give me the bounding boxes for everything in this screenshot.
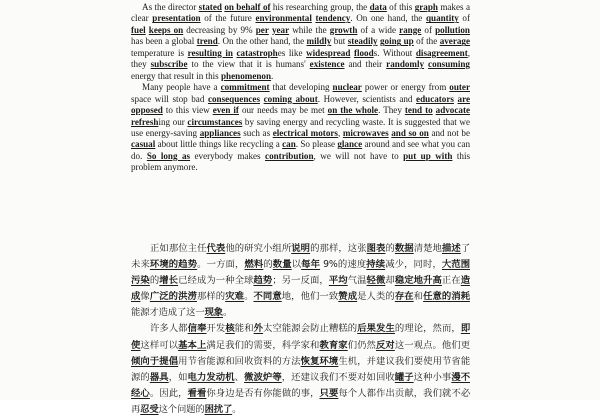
highlighted-term: 漫不经心: [131, 371, 470, 399]
highlighted-term: 反对: [375, 339, 395, 351]
highlighted-term: per: [255, 24, 269, 35]
highlighted-term: 大范围污染: [131, 259, 470, 287]
text-span: 的: [385, 243, 395, 254]
text-span: 的: [263, 259, 273, 271]
text-span: 却: [385, 275, 395, 287]
text-span: and their: [344, 59, 387, 70]
highlighted-term: 环境的趋势: [149, 259, 198, 271]
highlighted-term: 只要: [319, 387, 339, 399]
highlighted-term: 信奉: [187, 323, 207, 335]
highlighted-term: catastroph: [236, 47, 278, 58]
highlighted-term: subscribe: [150, 59, 188, 70]
text-span: 地，他们一致: [281, 291, 339, 303]
highlighted-term: steadily: [347, 36, 378, 47]
highlighted-term: glance: [337, 139, 363, 150]
text-span: , we will not have to: [313, 150, 404, 161]
english-paragraph-2: [131, 82, 470, 174]
highlighted-term: and so on: [391, 127, 429, 138]
highlighted-term: on behalf of: [224, 2, 271, 12]
text-span: everybody makes: [190, 150, 266, 161]
highlighted-term: range: [399, 24, 422, 35]
chinese-paragraph-1: [131, 241, 470, 321]
text-span: of a wide: [357, 24, 400, 35]
highlighted-term: 不同意: [253, 291, 282, 303]
highlighted-term: are opposed: [131, 93, 470, 116]
text-span: of the: [413, 36, 440, 47]
text-span: 这一观点。他们更: [394, 339, 470, 351]
highlighted-term: 存在: [394, 291, 414, 303]
highlighted-term: average: [439, 36, 470, 47]
highlighted-term: keeps on: [148, 24, 184, 35]
highlighted-term: 忍受: [140, 403, 159, 415]
highlighted-term: advocate: [435, 105, 471, 116]
text-span: 用节省能源和回收资料的方法: [178, 355, 301, 367]
text-span: 了未来: [131, 243, 471, 271]
highlighted-term: 核: [225, 323, 235, 335]
highlighted-term: resulting in: [187, 47, 233, 58]
highlighted-term: flood: [353, 47, 374, 58]
highlighted-term: electrical motors: [272, 127, 338, 138]
highlighted-term: appliances: [199, 127, 241, 138]
highlighted-term: 恢复: [300, 355, 320, 367]
highlighted-term: year: [271, 24, 290, 35]
highlighted-term: 数量: [272, 259, 292, 271]
text-span: 每个人都作出贡献，我们就不必再: [131, 387, 471, 415]
highlighted-term: disagreement: [415, 47, 468, 58]
highlighted-term: 稳定地升高: [394, 275, 442, 287]
text-span: and not be: [428, 127, 470, 138]
highlighted-term: educators: [416, 93, 454, 104]
highlighted-term: 数据: [394, 243, 414, 254]
text-span: 他的研究小组所: [225, 243, 292, 254]
highlighted-term: 灾难: [225, 291, 245, 303]
highlighted-term: 提倡: [159, 355, 179, 367]
highlighted-term: commitment: [220, 82, 270, 93]
text-span: s. Without: [373, 47, 416, 58]
text-span: to this view: [162, 105, 213, 116]
highlighted-term: 赞成: [338, 291, 358, 303]
text-span: 和: [413, 291, 424, 303]
text-span: 这样可以: [140, 339, 179, 351]
highlighted-term: 说明: [291, 243, 311, 254]
text-span: 太空能源会防止糟糕的: [263, 323, 358, 335]
text-span: 。: [222, 307, 233, 319]
text-span: temperature is: [131, 47, 188, 58]
highlighted-term: contribution: [265, 150, 314, 161]
text-span: 清楚地: [413, 243, 442, 254]
text-span: 是否有你能做的事，: [234, 387, 320, 399]
highlighted-term: refresh: [131, 116, 159, 127]
highlighted-term: growth: [329, 24, 358, 35]
text-span: 开发: [206, 323, 226, 335]
text-span: makes a clear: [131, 2, 470, 24]
highlighted-term: 微波炉等: [244, 371, 282, 383]
chinese-text-block: [131, 241, 470, 418]
highlighted-term: tendency: [315, 13, 351, 24]
highlighted-term: 描述: [441, 243, 461, 254]
text-span: 生机，并建议我们要使用节省能源的: [131, 355, 471, 383]
highlighted-term: 轻微: [366, 275, 386, 287]
highlighted-term: 倾向于: [131, 355, 160, 367]
highlighted-term: randomly: [386, 59, 425, 70]
text-span: 的那样，这张: [310, 243, 367, 254]
text-span: 。一方面，: [197, 259, 245, 271]
highlighted-term: 基本上: [178, 339, 207, 351]
highlighted-term: 困扰了: [204, 403, 233, 415]
text-span: ；另一反面，: [272, 275, 329, 287]
text-span: space will stop bad: [131, 93, 208, 104]
highlighted-term: 趋势: [253, 275, 273, 287]
highlighted-term: fuel: [131, 24, 146, 35]
text-span: has been a global: [131, 36, 197, 47]
highlighted-term: tend to: [404, 105, 433, 116]
highlighted-term: stated: [198, 2, 222, 12]
highlighted-term: presentation: [152, 13, 201, 24]
text-span: ，如: [168, 371, 188, 383]
text-span: energy that result in this: [131, 70, 221, 81]
text-span: of the future: [200, 13, 256, 24]
text-span: ing our: [158, 116, 188, 127]
highlighted-term: put up with: [403, 150, 453, 161]
highlighted-term: 燃料: [244, 259, 264, 271]
text-span: around and see what you can do.: [131, 139, 470, 161]
text-span: 正在: [441, 275, 461, 287]
text-span: . However, scientists and: [317, 93, 417, 104]
text-span: while the: [289, 24, 330, 35]
text-span: . On one hand, the: [350, 13, 426, 24]
highlighted-term: 任意的消耗: [423, 291, 470, 303]
highlighted-term: 图表: [366, 243, 386, 254]
highlighted-term: 后果发生: [357, 323, 395, 335]
highlighted-term: 广泛的洪涝: [149, 291, 197, 303]
text-span: 这种小事: [413, 371, 452, 383]
highlighted-term: So long as: [146, 150, 191, 161]
text-span: 这个问题的: [158, 403, 205, 415]
text-span: 许多人都: [150, 323, 188, 335]
highlighted-term: microwaves: [342, 127, 389, 138]
highlighted-term: consuming: [428, 59, 470, 70]
highlighted-term: 代表: [206, 243, 226, 254]
highlighted-term: 器具: [149, 371, 169, 383]
highlighted-term: data: [369, 2, 387, 12]
highlighted-term: 外: [253, 323, 264, 335]
text-span: such as: [240, 127, 273, 138]
text-span: 的: [149, 275, 160, 287]
text-span: 。: [232, 403, 242, 415]
highlighted-term: 造成: [131, 275, 470, 303]
highlighted-term: 电力发动机: [187, 371, 235, 383]
text-span: 们仍然: [347, 339, 376, 351]
text-span: 你身边: [206, 387, 235, 399]
highlighted-term: going up: [379, 36, 414, 47]
text-span: 减少，同时，: [385, 259, 442, 271]
text-span: decreasing by 9%: [183, 24, 256, 35]
highlighted-term: nuclear: [332, 82, 362, 93]
highlighted-term: even if: [212, 105, 239, 116]
text-span: ，还建议我们不要对如回收: [281, 371, 395, 383]
highlighted-term: 罐子: [394, 371, 414, 383]
highlighted-term: casual: [131, 139, 156, 150]
text-span: of: [421, 24, 436, 35]
highlighted-term: on the whole: [327, 105, 379, 116]
highlighted-term: quantity: [425, 13, 459, 24]
text-span: es like: [277, 47, 307, 58]
text-span: As the director: [142, 2, 199, 12]
text-span: 。因此，: [149, 387, 188, 399]
text-span: 是人类的: [357, 291, 395, 303]
highlighted-term: 现象: [204, 307, 223, 319]
text-span: . So please: [295, 139, 338, 150]
highlighted-term: 教育家: [319, 339, 348, 351]
highlighted-term: coming about: [263, 93, 318, 104]
text-span: Many people have a: [142, 82, 221, 93]
chinese-paragraph-2: [131, 321, 470, 418]
text-span: 那样的: [196, 291, 226, 303]
text-span: 满足我们的需要，科学家和: [206, 339, 320, 351]
text-span: his researching group, the: [270, 2, 370, 12]
text-span: about little things like recycling a: [155, 139, 283, 150]
highlighted-term: 增长: [159, 275, 179, 287]
text-span: but: [331, 36, 348, 47]
text-span: 正如那位主任: [150, 243, 207, 254]
highlighted-term: 环境: [319, 355, 339, 367]
highlighted-term: mildly: [306, 36, 332, 47]
highlighted-term: consequences: [207, 93, 261, 104]
text-span: 能源才造成了这一: [131, 307, 205, 319]
highlighted-term: widespread: [306, 47, 351, 58]
text-span: ,: [337, 127, 343, 138]
text-span: of: [458, 13, 470, 24]
text-span: of this: [386, 2, 415, 12]
highlighted-term: can: [282, 139, 296, 150]
text-span: 能和: [234, 323, 254, 335]
text-span: . On the other hand, the: [217, 36, 307, 47]
text-span: power or energy from: [361, 82, 450, 93]
text-span: 9%的速度: [320, 259, 367, 271]
highlighted-term: 看看: [187, 387, 207, 399]
highlighted-term: circumstances: [187, 116, 243, 127]
text-span: 像: [140, 291, 150, 303]
highlighted-term: 即使: [131, 323, 471, 351]
highlighted-term: outer: [449, 82, 470, 93]
text-span: 已经成为一种全球: [178, 275, 254, 287]
text-span: .: [271, 70, 274, 81]
text-span: to the view that it is humans': [187, 59, 310, 70]
highlighted-term: pollution: [435, 24, 470, 35]
highlighted-term: existence: [309, 59, 345, 70]
text-span: this problem anymore.: [131, 150, 471, 173]
text-span: , they: [131, 47, 470, 70]
text-span: . They: [378, 105, 405, 116]
text-span: that developing: [269, 82, 333, 93]
text-span: 、: [234, 371, 245, 383]
highlighted-term: environmental: [255, 13, 312, 24]
text-span: by saving energy and recycling waste. It is suggested that we use energy-saving: [131, 116, 470, 138]
text-span: 气温: [347, 275, 367, 287]
highlighted-term: 每年: [301, 259, 321, 271]
english-text-block: [131, 2, 470, 174]
text-span: 的理论，然而，: [394, 323, 461, 335]
highlighted-term: 平均: [328, 275, 348, 287]
text-span: 。: [244, 291, 254, 303]
highlighted-term: graph: [414, 2, 438, 12]
text-span: our needs may be met: [238, 105, 328, 116]
english-paragraph-1: [131, 2, 470, 82]
highlighted-term: 持续: [366, 259, 386, 271]
highlighted-term: phenomenon: [221, 70, 272, 81]
text-span: 以: [291, 259, 302, 271]
highlighted-term: trend: [196, 36, 218, 47]
